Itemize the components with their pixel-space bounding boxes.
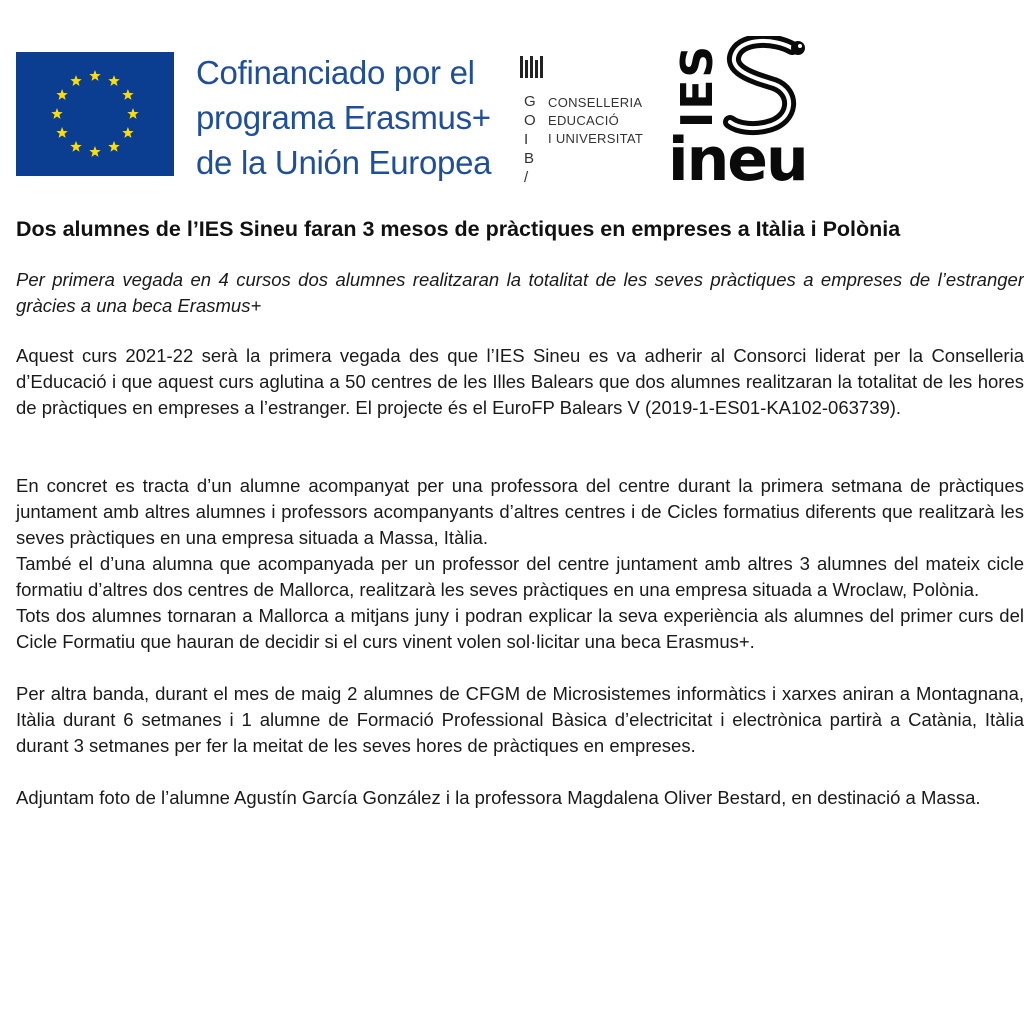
eu-star-icon	[127, 108, 138, 119]
goib-logo	[518, 54, 668, 184]
ies-sineu-logo	[664, 36, 814, 195]
ies-snake-icon	[664, 36, 814, 136]
conselleria-line-1: CONSELLERIA	[548, 95, 643, 110]
eu-star-icon	[56, 127, 67, 138]
article-subtitle: Per primera vegada en 4 cursos dos alumnes realitzaran la totalitat de les seves pràctiques a empreses de l’estranger gràcies a una beca Erasmus+	[16, 269, 1024, 316]
paragraph-1: Aquest curs 2021-22 serà la primera vegada des que l’IES Sineu es va adherir al Consorci liderat per la Conselleria d’Educació i que aquest curs aglutina a 50 centres de les Illes Balears que dos alumnes realitzaran la totalitat de les hores de pràctiques en empreses a l’estranger. El projecte és el EuroFP Balears V (2019-1-ES01-KA102-063739).	[16, 345, 1024, 418]
erasmus-cofunding-text	[196, 50, 491, 185]
goib-letters	[524, 92, 536, 187]
paragraph-5: Per altra banda, durant el mes de maig 2 alumnes de CFGM de Microsistemes informàtics i xarxes aniran a Montagnana, Itàlia durant 6 setmanes i 1 alumne de Formació Professional Bàsica d’electricitat i electrònica partirà a Catània, Itàlia durant 3 setmanes per fer la meitat de les seves hores de pràctiques en empreses.	[16, 683, 1024, 756]
conselleria-text	[548, 94, 643, 148]
eu-star-icon	[70, 141, 81, 152]
eu-star-icon	[51, 108, 62, 119]
ies-vertical-text: IES	[672, 43, 723, 128]
goib-letter: O	[524, 112, 536, 129]
eu-star-icon	[89, 70, 100, 81]
goib-letter: G	[524, 93, 536, 110]
eu-star-icon	[108, 141, 119, 152]
eu-star-icon	[89, 146, 100, 157]
erasmus-line-1: Cofinanciado por el	[196, 54, 475, 91]
eu-star-icon	[56, 89, 67, 100]
erasmus-line-3: de la Unión Europea	[196, 144, 492, 181]
article-title: Dos alumnes de l’IES Sineu faran 3 mesos de pràctiques en empreses a Itàlia i Polònia	[16, 217, 901, 241]
eu-star-icon	[122, 89, 133, 100]
goib-emblem-icon	[518, 54, 544, 84]
header-logos	[0, 0, 1024, 200]
goib-letter: /	[524, 169, 529, 186]
paragraph-2: En concret es tracta d’un alumne acompanyat per una professora del centre durant la primera setmana de pràctiques juntament amb altres alumnes i professors acompanyants d’altres centres i de Cicles formatius diferents que realitzarà les seves pràctiques en una empresa situada a Massa, Itàlia.	[16, 475, 1024, 548]
paragraph-3: També el d’una alumna que acompanyada per un professor del centre juntament amb altres 3 alumnes del mateix cicle formatiu d’altres dos centres de Mallorca, realitzarà les seves pràctiques en una empresa situada a Wroclaw, Polònia.	[16, 553, 1024, 600]
conselleria-line-2: EDUCACIÓ	[548, 113, 620, 128]
paragraph-6: Adjuntam foto de l’alumne Agustín García González i la professora Magdalena Oliver Bestard, en destinació a Massa.	[16, 787, 981, 808]
eu-star-icon	[70, 75, 81, 86]
erasmus-line-2: programa Erasmus+	[196, 99, 491, 136]
eu-star-icon	[108, 75, 119, 86]
goib-letter: B	[524, 150, 535, 167]
goib-letter: I	[524, 131, 529, 148]
ineu-wordmark: ineu	[668, 125, 807, 195]
eu-star-icon	[122, 127, 133, 138]
conselleria-line-3: I UNIVERSITAT	[548, 131, 644, 146]
eu-flag-icon	[16, 52, 174, 176]
paragraph-4: Tots dos alumnes tornaran a Mallorca a mitjans juny i podran explicar la seva experiència als alumnes del primer curs del Cicle Formatiu que hauran de decidir si el curs vinent volen sol·licitar una beca Erasmus+.	[16, 605, 1024, 652]
eu-flag-stars	[16, 52, 174, 176]
article	[16, 214, 1024, 811]
